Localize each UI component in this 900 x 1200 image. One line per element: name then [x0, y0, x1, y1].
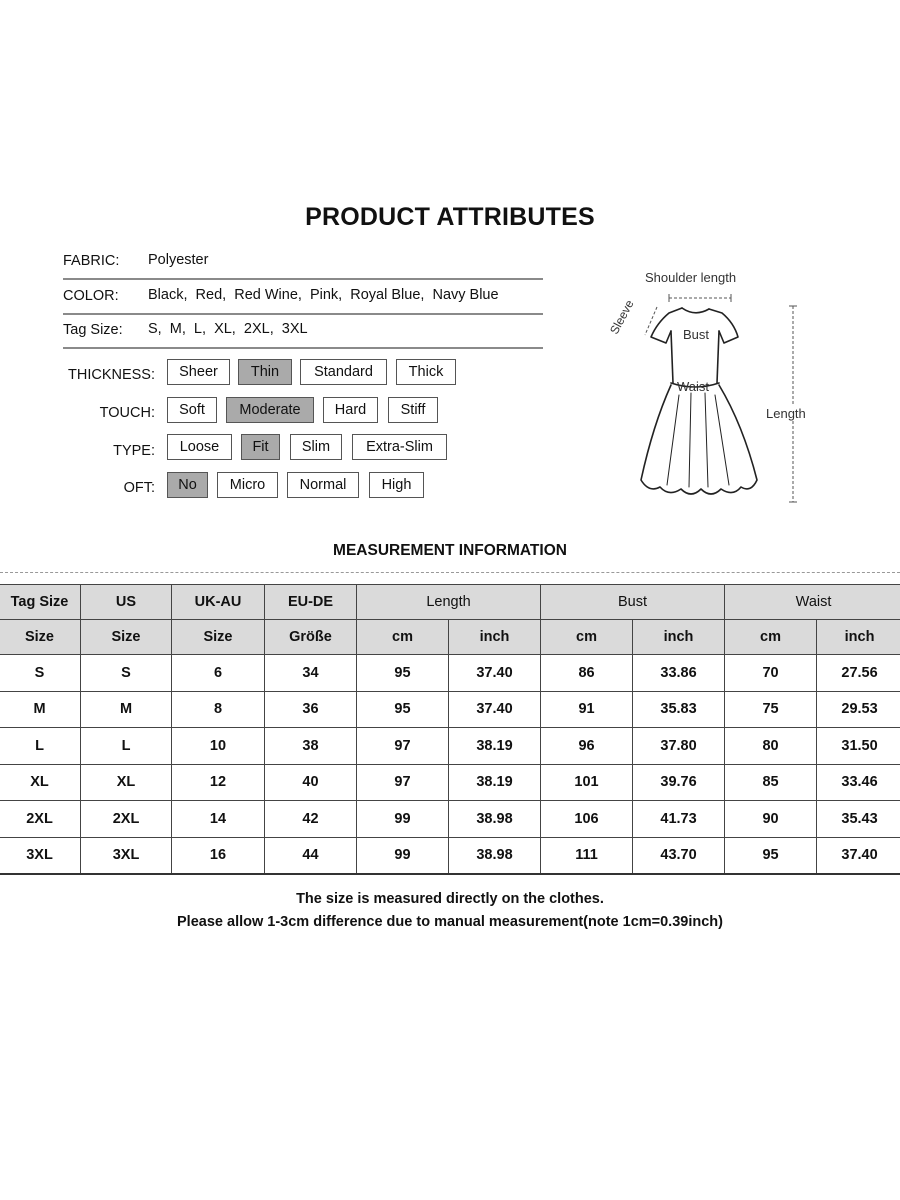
length-label: Length [766, 406, 806, 421]
table-cell: 97 [357, 728, 449, 765]
table-cell: 31.50 [817, 728, 900, 765]
header-row-1 [0, 585, 900, 620]
table-cell: 37.40 [449, 691, 541, 728]
table-cell: 10 [172, 728, 265, 765]
table-cell: 16 [172, 837, 265, 874]
thickness-option-thick: Thick [396, 359, 456, 385]
header-cell: Size [172, 620, 265, 655]
table-cell: 96 [541, 728, 633, 765]
table-cell: M [81, 691, 172, 728]
table-cell: 35.43 [817, 801, 900, 838]
table-cell: 37.40 [817, 837, 900, 874]
table-cell: 37.40 [449, 655, 541, 692]
bust-label: Bust [683, 327, 710, 342]
table-cell: 38.19 [449, 764, 541, 801]
color-row [63, 288, 543, 322]
table-cell: 95 [357, 691, 449, 728]
table-cell: 33.46 [817, 764, 900, 801]
table-cell: 85 [725, 764, 817, 801]
page-title: PRODUCT ATTRIBUTES [305, 203, 595, 231]
table-cell: XL [0, 764, 81, 801]
tag-size-row [63, 322, 543, 356]
waist-label: Waist [677, 379, 710, 394]
table-cell: 95 [725, 837, 817, 874]
header-cell: inch [633, 620, 725, 655]
oft-label: OFT: [123, 480, 155, 496]
table-cell: 40 [265, 764, 357, 801]
table-cell: 36 [265, 691, 357, 728]
table-cell: 8 [172, 691, 265, 728]
table-cell: 34 [265, 655, 357, 692]
table-row [0, 764, 900, 801]
header-cell: cm [357, 620, 449, 655]
measurement-title: MEASUREMENT INFORMATION [333, 542, 567, 559]
divider [63, 313, 543, 315]
header-cell: cm [725, 620, 817, 655]
color-label: COLOR: [63, 288, 119, 304]
table-cell: 29.53 [817, 691, 900, 728]
table-cell: 106 [541, 801, 633, 838]
table-row [0, 691, 900, 728]
table-cell: 91 [541, 691, 633, 728]
thickness-label: THICKNESS: [67, 367, 155, 383]
size-chart-table [0, 584, 900, 875]
type-option-loose: Loose [167, 434, 232, 460]
oft-option-high: High [369, 472, 424, 498]
header-cell: Größe [265, 620, 357, 655]
table-row [0, 837, 900, 874]
dress-outline-icon [605, 265, 830, 510]
thickness-option-sheer: Sheer [167, 359, 230, 385]
shoulder-length-label: Shoulder length [645, 270, 737, 285]
table-cell: 3XL [81, 837, 172, 874]
table-cell: 101 [541, 764, 633, 801]
table-cell: L [81, 728, 172, 765]
table-cell: 14 [172, 801, 265, 838]
table-cell: 27.56 [817, 655, 900, 692]
divider [63, 278, 543, 280]
touch-option-moderate-selected: Moderate [226, 397, 314, 423]
header-cell: EU-DE [265, 585, 357, 620]
tag-size-value: S, M, L, XL, 2XL, 3XL [148, 321, 308, 337]
table-cell: 95 [357, 655, 449, 692]
header-cell: UK-AU [172, 585, 265, 620]
table-cell: 37.80 [633, 728, 725, 765]
touch-label: TOUCH: [99, 405, 155, 421]
header-cell: US [81, 585, 172, 620]
header-cell: inch [817, 620, 900, 655]
table-cell: S [81, 655, 172, 692]
table-cell: 35.83 [633, 691, 725, 728]
table-cell: S [0, 655, 81, 692]
touch-option-soft: Soft [167, 397, 217, 423]
table-row [0, 801, 900, 838]
table-cell: 2XL [0, 801, 81, 838]
header-cell: Length [357, 585, 541, 620]
table-cell: M [0, 691, 81, 728]
touch-option-stiff: Stiff [388, 397, 438, 423]
measurement-note-1: The size is measured directly on the clothes. [296, 891, 604, 907]
sleeve-label: Sleeve [607, 297, 637, 337]
type-label: TYPE: [113, 443, 155, 459]
header-cell: Size [81, 620, 172, 655]
table-cell: 111 [541, 837, 633, 874]
header-cell: Size [0, 620, 81, 655]
type-option-fit-selected: Fit [241, 434, 280, 460]
header-cell: cm [541, 620, 633, 655]
fabric-value: Polyester [148, 252, 209, 268]
divider [63, 347, 543, 349]
table-cell: L [0, 728, 81, 765]
table-cell: 86 [541, 655, 633, 692]
header-row-2 [0, 620, 900, 655]
color-value: Black, Red, Red Wine, Pink, Royal Blue, Navy Blue [148, 287, 499, 303]
table-cell: 38.98 [449, 801, 541, 838]
table-cell: 70 [725, 655, 817, 692]
header-cell: Waist [725, 585, 900, 620]
tag-size-label: Tag Size: [63, 322, 123, 338]
table-cell: 97 [357, 764, 449, 801]
table-cell: 3XL [0, 837, 81, 874]
table-row [0, 655, 900, 692]
measurement-note-2: Please allow 1-3cm difference due to manual measurement(note 1cm=0.39inch) [177, 914, 723, 930]
header-cell: inch [449, 620, 541, 655]
thickness-option-thin-selected: Thin [238, 359, 292, 385]
table-cell: 6 [172, 655, 265, 692]
table-cell: 99 [357, 801, 449, 838]
table-cell: 90 [725, 801, 817, 838]
oft-option-micro: Micro [217, 472, 278, 498]
table-row [0, 728, 900, 765]
header-cell: Tag Size [0, 585, 81, 620]
table-cell: 38.19 [449, 728, 541, 765]
oft-option-normal: Normal [287, 472, 359, 498]
table-cell: 80 [725, 728, 817, 765]
fabric-row [63, 253, 543, 287]
table-cell: 75 [725, 691, 817, 728]
table-cell: 2XL [81, 801, 172, 838]
fabric-label: FABRIC: [63, 253, 120, 269]
table-cell: 44 [265, 837, 357, 874]
table-cell: 38 [265, 728, 357, 765]
table-cell: 39.76 [633, 764, 725, 801]
header-cell: Bust [541, 585, 725, 620]
table-cell: 38.98 [449, 837, 541, 874]
table-cell: 12 [172, 764, 265, 801]
table-cell: 41.73 [633, 801, 725, 838]
type-option-extra-slim: Extra-Slim [352, 434, 447, 460]
table-cell: XL [81, 764, 172, 801]
touch-option-hard: Hard [323, 397, 378, 423]
type-option-slim: Slim [290, 434, 342, 460]
dress-measurement-diagram [605, 265, 830, 510]
table-cell: 99 [357, 837, 449, 874]
table-cell: 42 [265, 801, 357, 838]
table-cell: 43.70 [633, 837, 725, 874]
table-cell: 33.86 [633, 655, 725, 692]
thickness-option-standard: Standard [300, 359, 387, 385]
dashed-divider [0, 572, 900, 573]
oft-option-no-selected: No [167, 472, 208, 498]
